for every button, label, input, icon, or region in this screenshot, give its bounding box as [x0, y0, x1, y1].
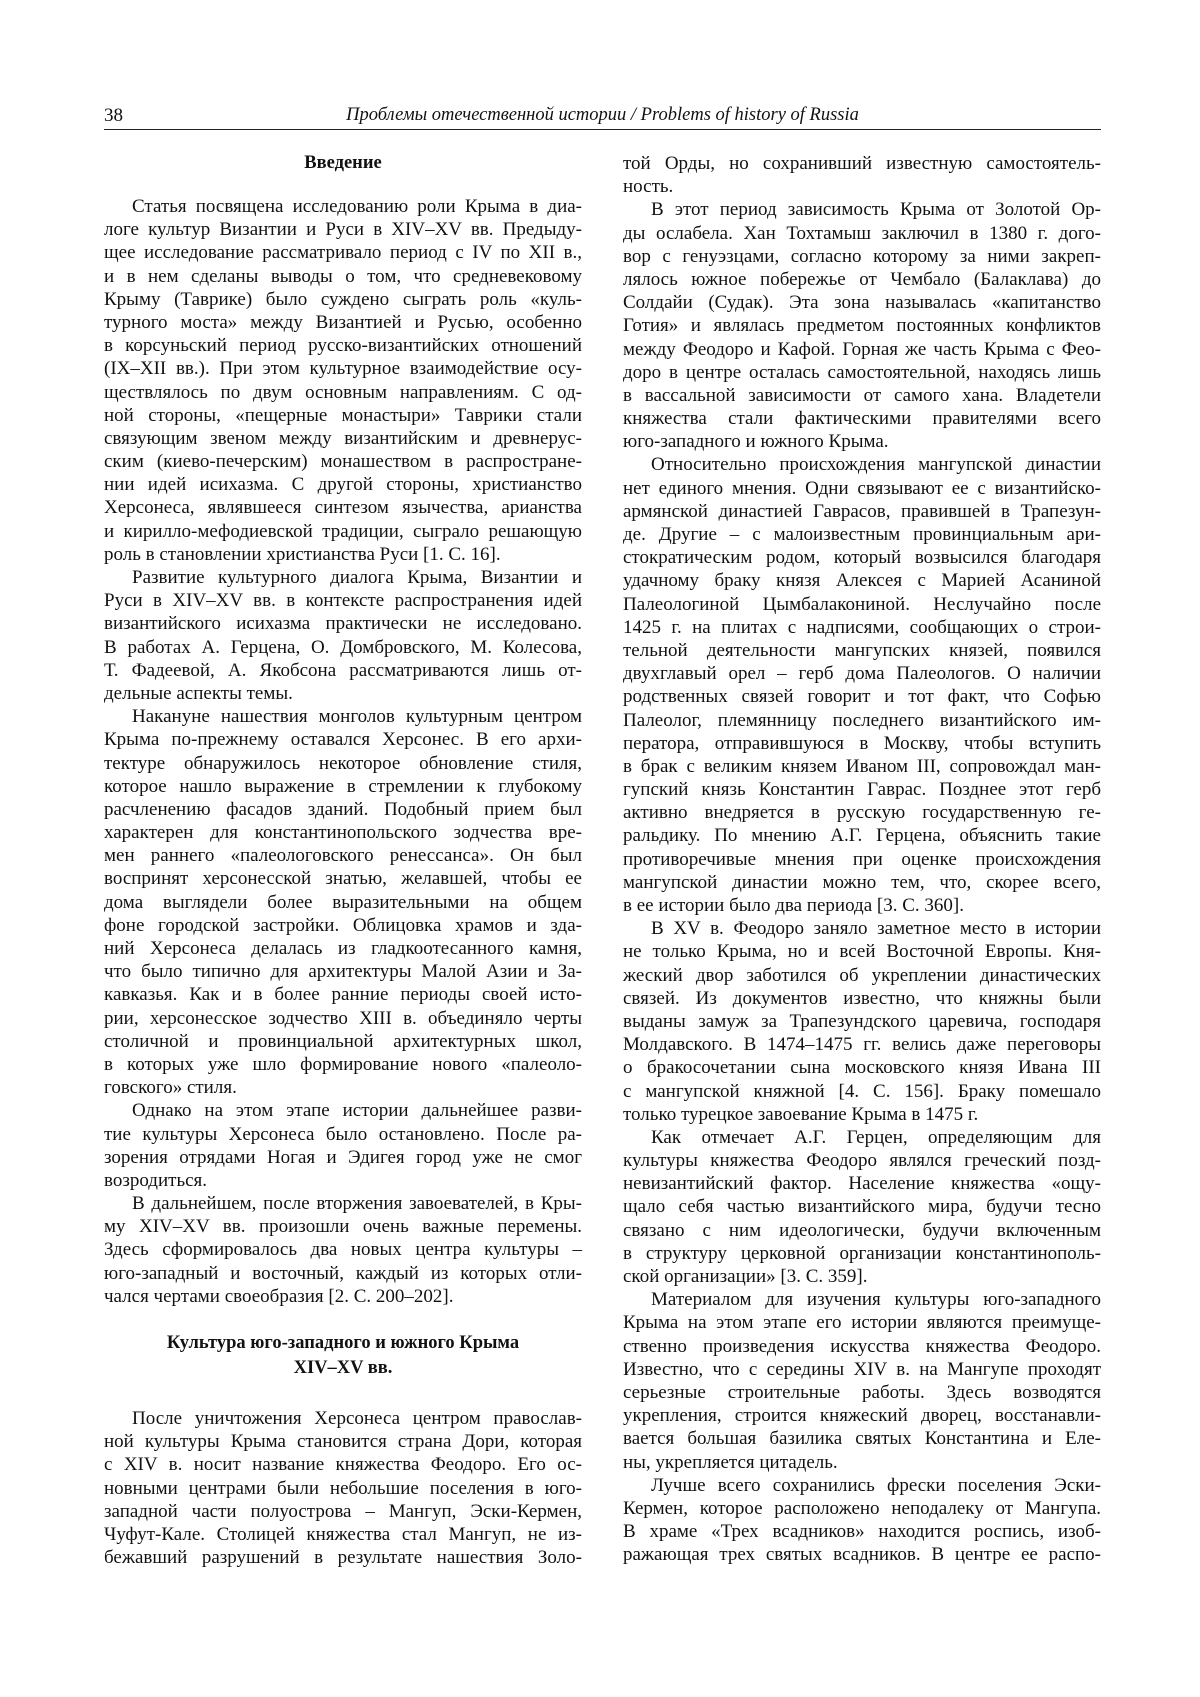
- text-line: Статья посвящена исследованию роли Крыма в диа-: [104, 195, 582, 218]
- text-line: Развитие культурного диалога Крыма, Византии и: [104, 566, 582, 589]
- text-line: чался чертами своеобразия [2. С. 200–202].: [104, 1285, 582, 1308]
- paragraph: [623, 1288, 1101, 1474]
- text-line: В дальнейшем, после вторжения завоевателей, в Кры-: [104, 1192, 582, 1215]
- text-line: в которых уже шло формирование нового «палеоло-: [104, 1053, 582, 1076]
- paragraph: [104, 1192, 582, 1308]
- text-line: ны, укрепляется цитадель.: [623, 1451, 1101, 1474]
- text-line: ственно произведения искусства княжества Феодоро.: [623, 1335, 1101, 1358]
- text-line: ний Херсонеса делалась из гладкоотесанного камня,: [104, 937, 582, 960]
- text-line: вор с генуэзцами, согласно которому за ними закреп-: [623, 245, 1101, 268]
- paragraph: [104, 195, 582, 566]
- text-line: тектуре обнаружилось некоторое обновление стиля,: [104, 752, 582, 775]
- text-line: Т. Фадеевой, А. Якобсона рассматриваются лишь от-: [104, 659, 582, 682]
- text-line: му XIV–XV вв. произошли очень важные перемены.: [104, 1215, 582, 1238]
- text-line: расчленению фасадов зданий. Подобный прием был: [104, 798, 582, 821]
- text-line: Молдавского. В 1474–1475 гг. велись даже переговоры: [623, 1033, 1101, 1056]
- text-line: в структуру церковной организации константинополь-: [623, 1242, 1101, 1265]
- text-line: ды ослабела. Хан Тохтамыш заключил в 1380 г. дого-: [623, 222, 1101, 245]
- text-line: между Феодоро и Кафой. Горная же часть Крыма с Фео-: [623, 338, 1101, 361]
- text-line: связано с ним идеологически, будучи включенным: [623, 1219, 1101, 1242]
- text-line: щало себя частью византийского мира, будучи тесно: [623, 1195, 1101, 1218]
- text-line: рии, херсонесское зодчество XIII в. объединяло черты: [104, 1007, 582, 1030]
- text-line: характерен для константинопольского зодчества вре-: [104, 821, 582, 844]
- text-line: не только Крыма, но и всей Восточной Европы. Кня-: [623, 940, 1101, 963]
- paragraph: [623, 1474, 1101, 1567]
- text-line: Как отмечает А.Г. Герцен, определяющим для: [623, 1126, 1101, 1149]
- text-line: нет единого мнения. Одни связывают ее с византийско-: [623, 477, 1101, 500]
- text-line: с XIV в. носит название княжества Феодоро. Его ос-: [104, 1453, 582, 1476]
- text-line: Относительно происхождения мангупской династии: [623, 453, 1101, 476]
- text-line: ским (киево-печерским) монашеством в распростране-: [104, 450, 582, 473]
- text-line: мангупской династии можно тем, что, скорее всего,: [623, 871, 1101, 894]
- text-line: Крыма по-прежнему оставался Херсонес. В его архи-: [104, 728, 582, 751]
- text-line: армянской династией Гаврасов, правившей в Трапезун-: [623, 500, 1101, 523]
- section-heading-culture-line2: XIV–XV вв.: [104, 1357, 582, 1380]
- text-line: Крыма на этом этапе его истории являются преимуще-: [623, 1311, 1101, 1334]
- text-line: логе культур Византии и Руси в XIV–XV вв. Предыду-: [104, 218, 582, 241]
- text-line: культуры княжества Феодоро являлся греческий позд-: [623, 1149, 1101, 1172]
- text-line: о бракосочетании сына московского князя Ивана III: [623, 1056, 1101, 1079]
- text-line: нии идей исихазма. С другой стороны, христианство: [104, 473, 582, 496]
- text-line: турного моста» между Византией и Русью, особенно: [104, 311, 582, 334]
- text-line: де. Другие – с малоизвестным провинциальным ари-: [623, 523, 1101, 546]
- text-line: связей. Из документов известно, что княжны были: [623, 987, 1101, 1010]
- text-line: новными центрами были небольшие поселения в юго-: [104, 1477, 582, 1500]
- paragraph: [623, 917, 1101, 1126]
- paragraph: [104, 566, 582, 705]
- page-number: 38: [104, 105, 123, 127]
- text-line: удачному браку князя Алексея с Марией Асаниной: [623, 569, 1101, 592]
- text-line: ражающая трех святых всадников. В центре ее распо-: [623, 1543, 1101, 1566]
- paragraph: [623, 152, 1101, 198]
- text-line: ператора, отправившуюся в Москву, чтобы вступить: [623, 732, 1101, 755]
- text-line: тие культуры Херсонеса было остановлено. После ра-: [104, 1123, 582, 1146]
- text-line: с мангупской княжной [4. С. 156]. Браку помешало: [623, 1080, 1101, 1103]
- text-line: В храме «Трех всадников» находится роспись, изоб-: [623, 1520, 1101, 1543]
- text-line: ской организации» [3. С. 359].: [623, 1265, 1101, 1288]
- text-line: ной стороны, «пещерные монастыри» Таврики стали: [104, 404, 582, 427]
- text-line: противоречивые мнения при оценке происхождения: [623, 848, 1101, 871]
- text-line: выданы замуж за Трапезундского царевича, господаря: [623, 1010, 1101, 1033]
- text-line: только турецкое завоевание Крыма в 1475 г.: [623, 1103, 1101, 1126]
- text-line: в корсуньский период русско-византийских отношений: [104, 334, 582, 357]
- section-heading-introduction: Введение: [104, 152, 582, 175]
- introduction-body: [104, 195, 582, 1308]
- text-line: ной культуры Крыма становится страна Дори, которая: [104, 1430, 582, 1453]
- text-line: той Орды, но сохранивший известную самостоятель-: [623, 152, 1101, 175]
- text-line: в ее истории было два периода [3. С. 360].: [623, 894, 1101, 917]
- text-line: Кермен, которое расположено неподалеку от Мангупа.: [623, 1497, 1101, 1520]
- text-line: княжества стали фактическими правителями всего: [623, 407, 1101, 430]
- text-line: (IX–XII вв.). При этом культурное взаимодействие осу-: [104, 357, 582, 380]
- text-line: ществлялось по двум основным направлениям. С од-: [104, 381, 582, 404]
- text-line: в вассальной зависимости от самого хана. Владетели: [623, 384, 1101, 407]
- text-line: которое нашло выражение в стремлении к глубокому: [104, 775, 582, 798]
- text-line: ность.: [623, 175, 1101, 198]
- text-line: невизантийский фактор. Население княжества «ощу-: [623, 1172, 1101, 1195]
- text-line: вается большая базилика святых Константина и Еле-: [623, 1427, 1101, 1450]
- paragraph: [623, 453, 1101, 917]
- text-line: 1425 г. на плитах с надписями, сообщающих о строи-: [623, 616, 1101, 639]
- text-line: и кирилло-мефодиевской традиции, сыграло решающую: [104, 520, 582, 543]
- paragraph: [104, 705, 582, 1099]
- text-line: что было типично для архитектуры Малой Азии и За-: [104, 960, 582, 983]
- text-line: юго-западный и восточный, каждый из которых отли-: [104, 1262, 582, 1285]
- text-line: Накануне нашествия монголов культурным центром: [104, 705, 582, 728]
- text-line: Здесь сформировалось два новых центра культуры –: [104, 1238, 582, 1261]
- text-line: Херсонеса, являвшееся синтезом язычества, арианства: [104, 496, 582, 519]
- right-column-body: [623, 152, 1101, 1566]
- paragraph: [104, 1407, 582, 1569]
- text-line: дома выглядели более выразительными на общем: [104, 891, 582, 914]
- text-line: лялось южное побережье от Чембало (Балаклава) до: [623, 268, 1101, 291]
- text-line: кавказья. Как и в более ранние периоды своей исто-: [104, 983, 582, 1006]
- right-column: [623, 0, 1101, 1600]
- paragraph: [623, 1126, 1101, 1288]
- text-line: и в нем сделаны выводы о том, что средневековому: [104, 265, 582, 288]
- running-header-journal-title: Проблемы отечественной истории / Problems of history of Russia: [104, 105, 1101, 126]
- text-line: Палеолог, племянницу последнего византийского им-: [623, 709, 1101, 732]
- text-line: жеский двор заботился об укреплении династических: [623, 964, 1101, 987]
- text-line: щее исследование рассматривало период с IV по XII в.,: [104, 241, 582, 264]
- culture-section-body: [104, 1407, 582, 1569]
- text-line: тельной деятельности мангупских князей, появился: [623, 639, 1101, 662]
- text-line: столичной и провинциальной архитектурных школ,: [104, 1030, 582, 1053]
- text-line: дельные аспекты темы.: [104, 682, 582, 705]
- text-line: В XV в. Феодоро заняло заметное место в истории: [623, 917, 1101, 940]
- text-line: В работах А. Герцена, О. Домбровского, М. Колесова,: [104, 636, 582, 659]
- text-line: гупский князь Константин Гаврас. Позднее этот герб: [623, 778, 1101, 801]
- text-line: Готия» и являлась предметом постоянных конфликтов: [623, 314, 1101, 337]
- text-line: роль в становлении христианства Руси [1. С. 16].: [104, 543, 582, 566]
- text-line: ральдику. По мнению А.Г. Герцена, объяснить такие: [623, 824, 1101, 847]
- text-line: серьезные строительные работы. Здесь возводятся: [623, 1381, 1101, 1404]
- section-heading-culture-line1: Культура юго-западного и южного Крыма: [104, 1332, 582, 1355]
- text-line: укрепления, строится княжеский дворец, восстанавли-: [623, 1404, 1101, 1427]
- text-line: В этот период зависимость Крыма от Золотой Ор-: [623, 198, 1101, 221]
- text-line: Известно, что с середины XIV в. на Мангупе проходят: [623, 1358, 1101, 1381]
- text-line: Чуфут-Кале. Столицей княжества стал Мангуп, не из-: [104, 1523, 582, 1546]
- text-line: западной части полуострова – Мангуп, Эски-Кермен,: [104, 1500, 582, 1523]
- text-line: византийского исихазма практически не исследовано.: [104, 612, 582, 635]
- text-line: говского» стиля.: [104, 1076, 582, 1099]
- text-line: воспринят херсонесской знатью, желавшей, чтобы ее: [104, 867, 582, 890]
- text-line: Крыму (Таврике) было суждено сыграть роль «куль-: [104, 288, 582, 311]
- text-line: Палеологиной Цымбалакониной. Неслучайно после: [623, 593, 1101, 616]
- left-column: [104, 0, 582, 1600]
- text-line: в брак с великим князем Иваном III, сопровождал ман-: [623, 755, 1101, 778]
- text-line: Материалом для изучения культуры юго-западного: [623, 1288, 1101, 1311]
- text-line: юго-западного и южного Крыма.: [623, 430, 1101, 453]
- paragraph: [623, 198, 1101, 453]
- text-line: возродиться.: [104, 1169, 582, 1192]
- text-line: Солдайи (Судак). Эта зона называлась «капитанство: [623, 291, 1101, 314]
- text-line: родственных связей говорит и тот факт, что Софью: [623, 685, 1101, 708]
- text-line: связующим звеном между византийским и древнерус-: [104, 427, 582, 450]
- text-line: стократическим родом, который возвысился благодаря: [623, 546, 1101, 569]
- text-line: активно внедряется в русскую государственную ге-: [623, 801, 1101, 824]
- text-line: После уничтожения Херсонеса центром православ-: [104, 1407, 582, 1430]
- text-line: зорения отрядами Ногая и Эдигея город уже не смог: [104, 1146, 582, 1169]
- text-line: Однако на этом этапе истории дальнейшее разви-: [104, 1099, 582, 1122]
- paragraph: [104, 1099, 582, 1192]
- text-line: Лучше всего сохранились фрески поселения Эски-: [623, 1474, 1101, 1497]
- text-line: фоне городской застройки. Облицовка храмов и зда-: [104, 914, 582, 937]
- text-line: доро в центре осталась самостоятельной, находясь лишь: [623, 361, 1101, 384]
- text-line: двухглавый орел – герб дома Палеологов. О наличии: [623, 662, 1101, 685]
- text-line: мен раннего «палеологовского ренессанса». Он был: [104, 844, 582, 867]
- text-line: Руси в XIV–XV вв. в контексте распространения идей: [104, 589, 582, 612]
- text-line: бежавший разрушений в результате нашествия Золо-: [104, 1546, 582, 1569]
